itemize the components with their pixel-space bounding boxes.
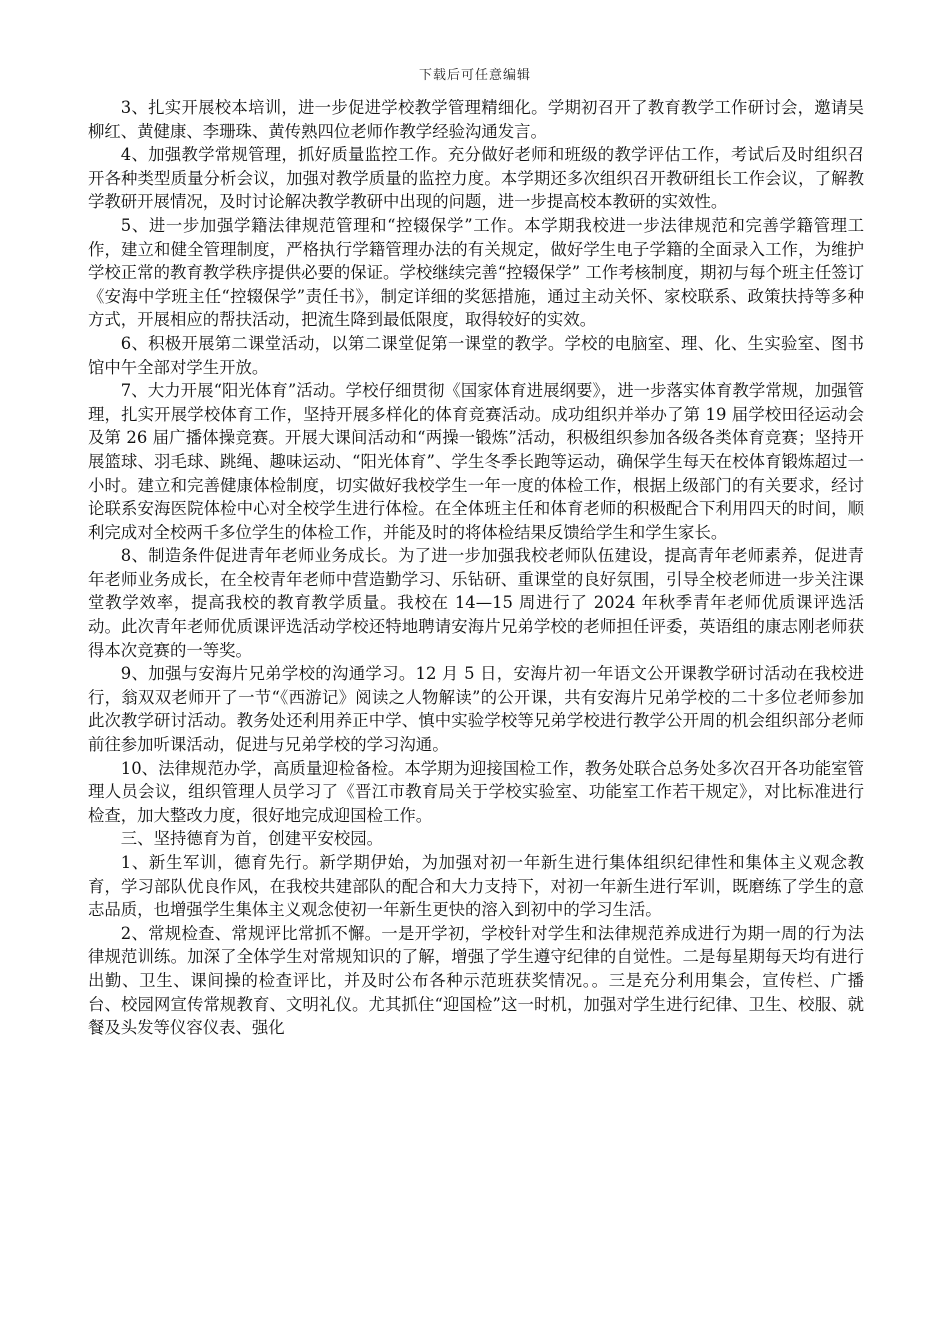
paragraph: 5、进一步加强学籍法律规范管理和“控辍保学”工作。本学期我校进一步法律规范和完善学籍管理工作，建立和健全管理制度，严格执行学籍管理办法的有关规定，做好学生电子学籍的全面录入工作，为维护学校正常的教育教学秩序提供必要的保证。学校继续完善“控辍保学” 工作考核制度，期初与每个班主任签订《安海中学班主任“控辍保学”责任书》，制定详细的奖惩措施，通过主动关怀、家校联系、政策扶持等多种方式，开展相应的帮扶活动，把流生降到最低限度，取得较好的实效。 bbox=[88, 215, 864, 330]
section-heading: 三、坚持德育为首，创建平安校园。 bbox=[120, 829, 384, 849]
paragraph: 3、扎实开展校本培训，进一步促进学校教学管理精细化。学期初召开了教育教学工作研讨会，邀请吴柳红、黄健康、李珊珠、黄传熟四位老师作教学经验沟通发言。 bbox=[88, 98, 864, 141]
paragraph: 2、常规检查、常规评比常抓不懈。一是开学初，学校针对学生和法律规范养成进行为期一周的行为法律规范训练。加深了全体学生对常规知识的了解，增强了学生遵守纪律的自觉性。二是每星期每天均有进行出勤、卫生、课间操的检查评比，并及时公布各种示范班获奖情况。。三是充分利用集会，宣传栏、广播台、校园网宣传常规教育、文明礼仪。尤其抓住“迎国检”这一时机，加强对学生进行纪律、卫生、校服、就餐及头发等仪容仪表、强化 bbox=[88, 923, 864, 1038]
paragraph: 1、新生军训，德育先行。新学期伊始，为加强对初一年新生进行集体组织纪律性和集体主义观念教育，学习部队优良作风，在我校共建部队的配合和大力支持下，对初一年新生进行军训，既磨练了学生的意志品质，也增强学生集体主义观念使初一年新生更快的溶入到初中的学习生活。 bbox=[88, 853, 864, 920]
page-header-note: 下载后可任意编辑 bbox=[418, 68, 531, 83]
paragraph: 8、制造条件促进青年老师业务成长。为了进一步加强我校老师队伍建设，提高青年老师素养，促进青年老师业务成长，在全校青年老师中营造勤学习、乐钻研、重课堂的良好氛围，引导全校老师进一步关注课堂教学效率，提高我校的教育教学质量。我校在 14—15 周进行了 2024 年秋季青年老师优质课评选活动。此次青年老师优质课评选活动学校还特地聘请安海片兄弟学校的老师担任评委，英语组的康志刚老师获得本次竞赛的一等奖。 bbox=[88, 546, 864, 660]
paragraph: 10、法律规范办学，高质量迎检备检。本学期为迎接国检工作，教务处联合总务处多次召开各功能室管理人员会议，组织管理人员学习了《晋江市教育局关于学校实验室、功能室工作若干规定》，对比标准进行检查，加大整改力度，很好地完成迎国检工作。 bbox=[88, 758, 864, 825]
paragraph: 6、积极开展第二课堂活动，以第二课堂促第一课堂的教学。学校的电脑室、理、化、生实验室、图书馆中午全部对学生开放。 bbox=[88, 333, 864, 377]
paragraph: 7、大力开展“阳光体育”活动。学校仔细贯彻《国家体育进展纲要》，进一步落实体育教学常规，加强管理，扎实开展学校体育工作，坚持开展多样化的体育竞赛活动。成功组织并举办了第 19 届学校田径运动会及第 26 届广播体操竞赛。开展大课间活动和“两操一锻炼”活动，积极组织参加各级各类体育竞赛；坚持开展篮球、羽毛球、跳绳、趣味运动、“阳光体育”、学生冬季长跑等运动，确保学生每天在校体育锻炼超过一小时。建立和完善健康体检制度，切实做好我校学生一年一度的体检工作，根据上级部门的有关要求，经讨论联系安海医院体检中心对全校学生进行体检。在全体班主任和体育老师的积极配合下利用四天的时间，顺利完成对全校两千多位学生的体检工作，并能及时的将体检结果反馈给学生和学生家长。 bbox=[88, 381, 864, 542]
paragraph: 4、加强教学常规管理，抓好质量监控工作。充分做好老师和班级的教学评估工作，考试后及时组织召开各种类型质量分析会议，加强对教学质量的监控力度。本学期还多次组织召开教研组长工作会议，了解教学教研开展情况，及时讨论解决教学教研中出现的问题，进一步提高校本教研的实效性。 bbox=[88, 145, 864, 212]
paragraph: 9、加强与安海片兄弟学校的沟通学习。12 月 5 日，安海片初一年语文公开课教学研讨活动在我校进行，翁双双老师开了一节“《西游记》阅读之人物解读”的公开课，共有安海片兄弟学校的二十多位老师参加此次教学研讨活动。教务处还利用养正中学、慎中实验学校等兄弟学校进行教学公开周的机会组织部分老师前往参加听课活动，促进与兄弟学校的学习沟通。 bbox=[88, 664, 864, 755]
document-body bbox=[88, 96, 864, 1040]
